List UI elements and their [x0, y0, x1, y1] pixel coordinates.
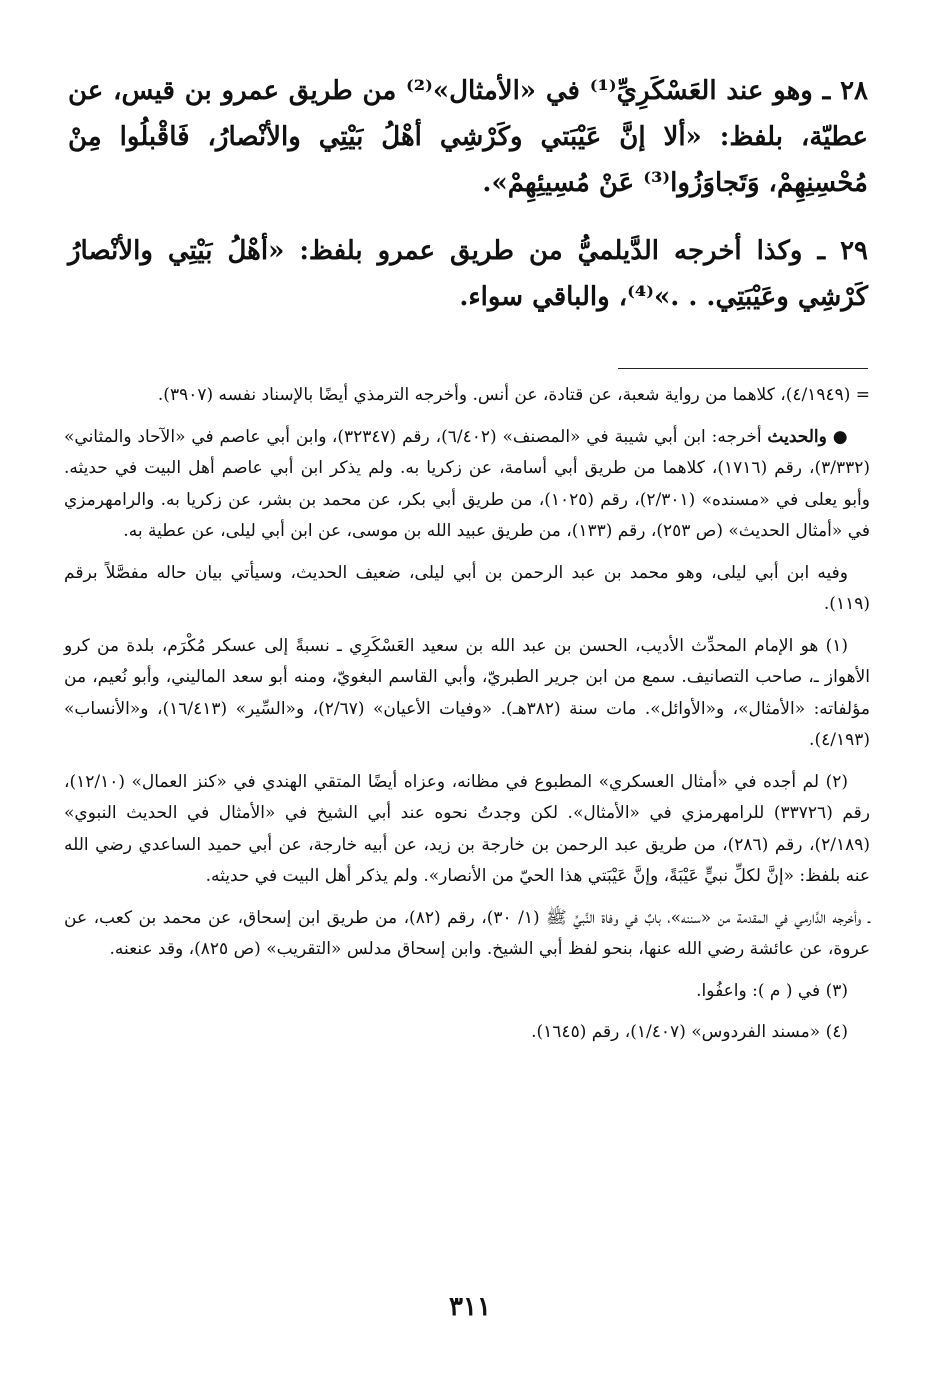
footnote-continuation: = (٤/١٩٤٩)، كلاهما من رواية شعبة، عن قتادة، عن أنس. وأخرجه الترمذي أيضًا بالإسناد نفسه (٣٩٠٧). — [157, 385, 870, 405]
footnote-1: (١) هو الإمام المحدِّث الأديب، الحسن بن عبد الله بن سعيد العَسْكَرِي ـ نسبةً إلى عسكر مُكْرَم، بلدة من كرو الأهواز ـ، صاحب التصانيف. سمع من ابن جرير الطبريّ، وأبي القاسم البغويّ، ومنه أبو سعد الماليني، وأبو نُعيم، من مؤلفاته: «الأمثال»، و«الأوائل». مات سنة (٣٨٢هـ). «وفيات الأعيان» (٢/٦٧)، و«السِّير» (١٦/٤١٣)، و«الأنساب» (٤/١٩٣). — [64, 635, 870, 750]
footnote-hadith-sources — [64, 422, 870, 548]
hadith-label: والحديث — [767, 426, 827, 447]
main-text — [68, 68, 868, 342]
hadith-28: ٢٨ ـ وهو عند العَسْكَرِيِّ⁽¹⁾ في «الأمثال»⁽²⁾ من طريق عمرو بن قيس، عن عطيّة، بلفظ: «ألا إنَّ عَيْبَتي وكَرْشِي أهْلُ بَيْتِي والأنْصارُ، فَاقْبلُوا مِنْ مُحْسِنِهِمْ، وَتَجاوَزُوا⁽³⁾ عَنْ مُسِيئِهِمْ». — [68, 76, 868, 198]
footnote-3: (٣) في ( م ): واعفُوا. — [696, 980, 848, 1001]
footnotes — [64, 380, 870, 1059]
footnote-2-continued: ـ وأخرجه الدَّارمي في المقدمة من «سننه»، بابٌ في وفاة النَّبيِّ ﷺ (١/ ٣٠)، رقم (٨٢)، من طريق ابن إسحاق، عن محمد بن كعب، عن عروة، عن عائشة رضي الله عنها، بنحو لفظ أبي الشيخ. وابن إسحاق مدلس «التقريب» (ص ٨٢٥)، وقد عنعنه. — [64, 907, 870, 959]
page-number: ٣١١ — [449, 1292, 491, 1322]
footnote-2: (٢) لم أجده في «أمثال العسكري» المطبوع في مظانه، وعزاه أيضًا المتقي الهندي في «كنز العمال» (١٢/١٠)، رقم (٣٣٧٢٦) للرامهرمزي في «الأمثال». لكن وجدتُ نحوه عند أبي الشيخ في «الأمثال في الحديث النبوي» (٢/١٨٩)، رقم (٢٨٦)، من طريق عبد الرحمن بن خارجة بن زيد، عن أبيه خارجة، عن أبي حميد الساعدي رضي الله عنه بلفظ: «إنَّ لكلِّ نبيٍّ عَيْبَةً، وإنَّ عَيْبَتي هذا الحيّ من الأنصار». ولم يذكر أهل البيت في حديثه. — [64, 771, 871, 886]
footnote-4: (٤) «مسند الفردوس» (١/٤٠٧)، رقم (١٦٤٥). — [531, 1022, 848, 1042]
footnote-narrator-note: وفيه ابن أبي ليلى، وهو محمد بن عبد الرحمن بن أبي ليلى، ضعيف الحديث، وسيأتي بيان حاله مفصَّلاً برقم (١١٩). — [64, 562, 870, 614]
hadith-sources-text: أخرجه: ابن أبي شيبة في «المصنف» (٦/٤٠٢)، رقم (٣٢٣٤٧)، وابن أبي عاصم في «الآحاد والمثاني» (٣/٣٣٢)، رقم (١٧١٦)، كلاهما من طريق أبي أسامة، عن زكريا به. ولم يذكر ابن أبي عاصم أهل البيت في حديثه. وأبو يعلى في «مسنده» (٢/٣٠١)، رقم (١٠٢٥)، من طريق أبي بكر، عن محمد بن بشر، عن زكريا به. والرامهرمزي في «أمثال الحديث» (ص ٢٥٣)، رقم (١٣٣)، من طريق عبيد الله بن موسى، عن ابن أبي ليلى، عن عطية به. — [64, 426, 870, 541]
hadith-29: ٢٩ ـ وكذا أخرجه الدَّيلميُّ من طريق عمرو بلفظ: «أهْلُ بَيْتِي والأنْصارُ كَرْشِي وعَيْبَتِي. . .»⁽⁴⁾، والباقي سواء. — [68, 236, 868, 312]
bullet-icon: ● — [832, 426, 848, 447]
footnote-divider — [618, 368, 868, 369]
